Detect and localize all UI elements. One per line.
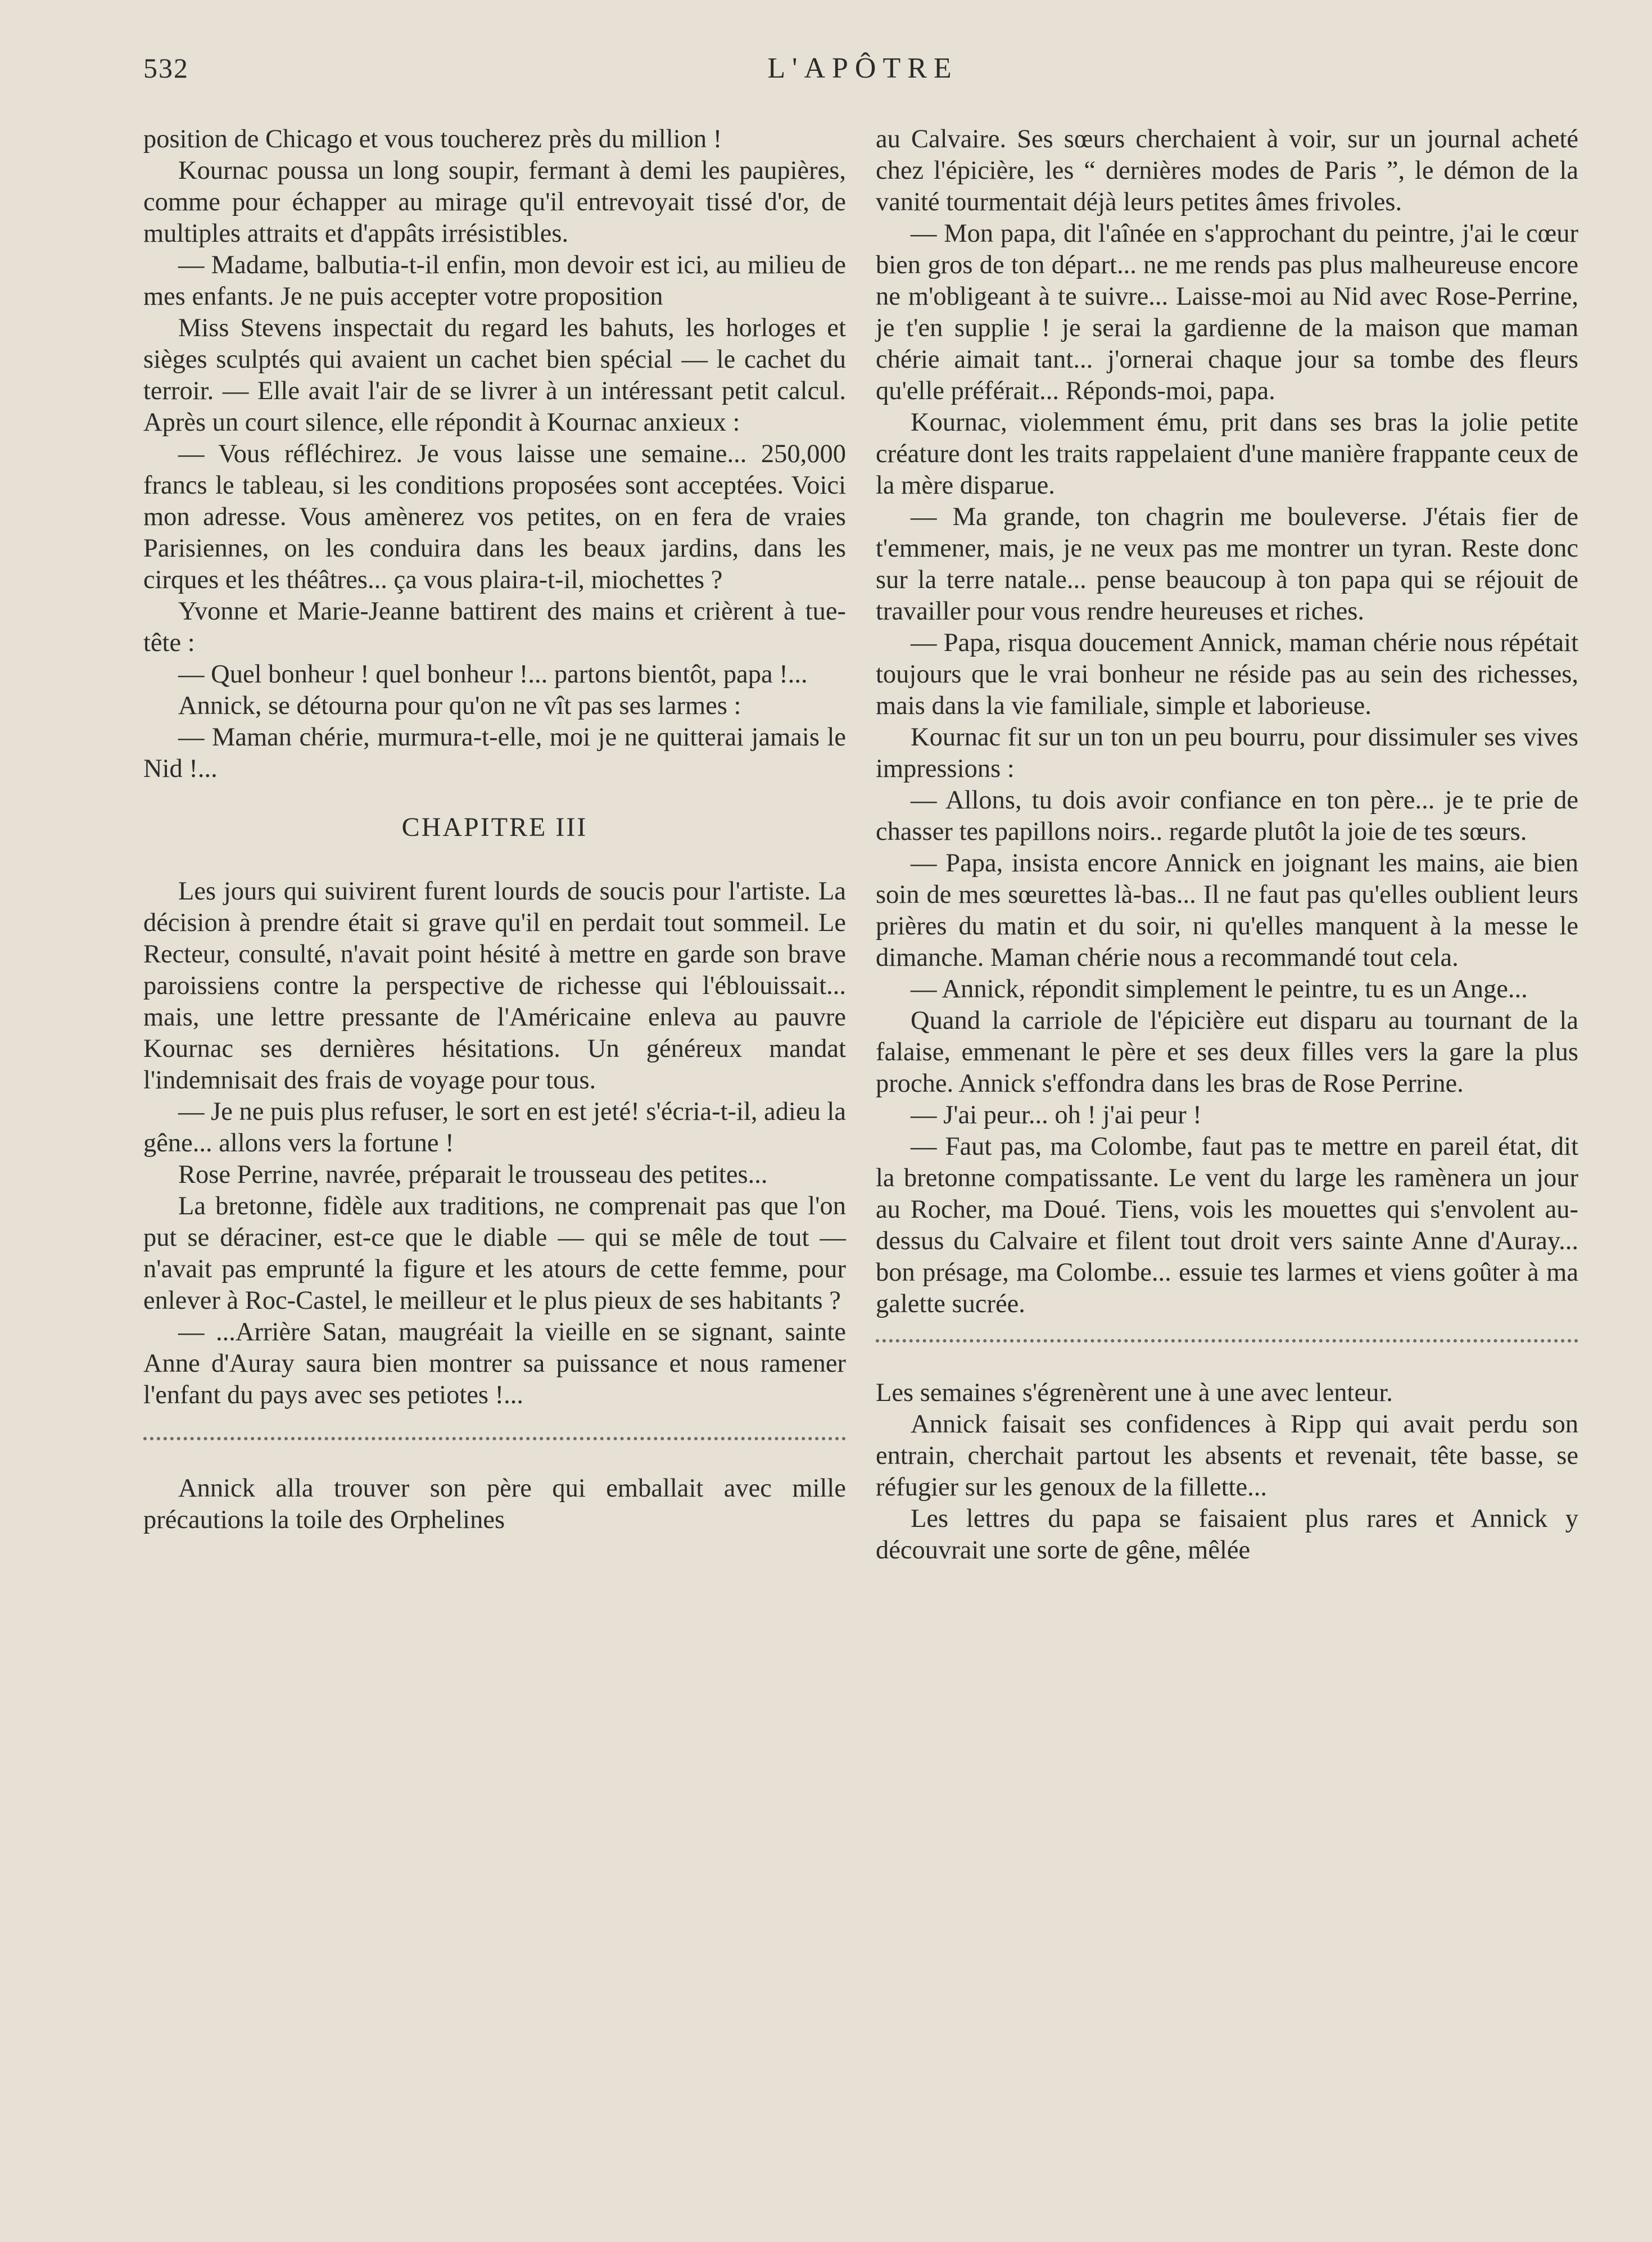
paragraph: Yvonne et Marie-Jeanne battirent des mains et crièrent à tue-tête : bbox=[143, 597, 846, 657]
paragraph: Annick, se détourna pour qu'on ne vît pas ses larmes : bbox=[178, 691, 741, 720]
paragraph: Kournac, violemment ému, prit dans ses bras la jolie petite créature dont les traits rappelaient d'une manière frappante ceux de la mère disparue. bbox=[876, 408, 1578, 500]
paragraph: Quand la carriole de l'épicière eut disparu au tournant de la falaise, emmenant le père et ses deux filles vers la gare la plus proche. Annick s'effondra dans les bras de Rose Perrine. bbox=[876, 1006, 1578, 1098]
paragraph: — Je ne puis plus refuser, le sort en est jeté! s'écria-t-il, adieu la gêne... allons vers la fortune ! bbox=[143, 1097, 846, 1158]
paragraph: La bretonne, fidèle aux traditions, ne comprenait pas que l'on put se déraciner, est-ce que le diable — qui se mêle de tout — n'avait pas emprunté la figure et les atours de cette femme, pour enlever à Roc-Castel, le meilleur et le plus pieux de ses habitants ? bbox=[143, 1192, 846, 1315]
paragraph: — Vous réfléchirez. Je vous laisse une semaine... 250,000 francs le tableau, si les conditions proposées sont acceptées. Voici mon adresse. Vous amènerez vos petites, on en fera de vraies Parisiennes, on les conduira dans les beaux jardins, dans les cirques et les théâtres... ça vous plaira-t-il, miochettes ? bbox=[143, 440, 846, 594]
chapter-title: CHAPITRE III bbox=[401, 812, 588, 842]
paragraph: — Quel bonheur ! quel bonheur !... partons bientôt, papa !... bbox=[178, 660, 808, 689]
paragraph: Kournac poussa un long soupir, fermant à demi les paupières, comme pour échapper au mirage qu'il entrevoyait tissé d'or, de multiples attraits et d'appâts irrésistibles. bbox=[143, 156, 846, 248]
paragraph: Les jours qui suivirent furent lourds de soucis pour l'artiste. La décision à prendre était si grave qu'il en perdait tout sommeil. Le Recteur, consulté, n'avait point hésité à mettre en garde son brave paroissiens contre la perspective de richesse qui l'éblouissait... mais, une lettre pressante de l'Américaine enleva au pauvre Kournac ses dernières hésitations. Un généreux mandat l'indemnisait des frais de voyage pour tous. bbox=[143, 877, 846, 1095]
paragraph: — Madame, balbutia-t-il enfin, mon devoir est ici, au milieu de mes enfants. Je ne puis accepter votre proposition bbox=[143, 251, 846, 311]
paragraph: Rose Perrine, navrée, préparait le trousseau des petites... bbox=[178, 1160, 768, 1189]
paragraph: — Annick, répondit simplement le peintre, tu es un Ange... bbox=[911, 975, 1528, 1004]
paragraph: position de Chicago et vous toucherez près du million ! bbox=[143, 125, 722, 153]
paragraph: Annick alla trouver son père qui emballait avec mille précautions la toile des Orphelines bbox=[143, 1474, 846, 1534]
paragraph: — Papa, risqua doucement Annick, maman chérie nous répétait toujours que le vrai bonheur ne réside pas au sein des richesses, mais dans la vie familiale, simple et laborieuse. bbox=[876, 629, 1578, 720]
paragraph: — Allons, tu dois avoir confiance en ton père... je te prie de chasser tes papillons noirs.. regarde plutôt la joie de tes sœurs. bbox=[876, 786, 1578, 846]
paragraph: au Calvaire. Ses sœurs cherchaient à voir, sur un journal acheté chez l'épicière, les “ dernières modes de Paris ”, le démon de la vanité tourmentait déjà leurs petites âmes frivoles. bbox=[876, 125, 1578, 216]
paragraph: — Ma grande, ton chagrin me bouleverse. J'étais fier de t'emmener, mais, je ne veux pas me montrer un tyran. Reste donc sur la terre natale... pense beaucoup à ton papa qui se réjouit de travailler pour vous rendre heureuses et riches. bbox=[876, 503, 1578, 626]
paragraph: — Faut pas, ma Colombe, faut pas te mettre en pareil état, dit la bretonne compatissante. Le vent du large les ramènera un jour au Rocher, ma Doué. Tiens, vois les mouettes qui s'envolent au-dessus du Calvaire et filent tout droit vers sainte Anne d'Auray... bon présage, ma Colombe... essuie tes larmes et viens goûter à ma galette sucrée. bbox=[876, 1132, 1578, 1318]
paragraph: — Mon papa, dit l'aînée en s'approchant du peintre, j'ai le cœur bien gros de ton départ... ne me rends pas plus malheureuse encore ne m'obligeant à te suivre... Laisse-moi au Nid avec Rose-Perrine, je t'en supplie ! je serai la gardienne de la maison que maman chérie aimait tant... j'ornerai chaque jour sa tombe des fleurs qu'elle préférait... Réponds-moi, papa. bbox=[876, 219, 1578, 405]
paragraph: Annick faisait ses confidences à Ripp qui avait perdu son entrain, cherchait partout les absents et revenait, tête basse, se réfugier sur les genoux de la fillette... bbox=[876, 1410, 1578, 1502]
paragraph: Miss Stevens inspectait du regard les bahuts, les horloges et sièges sculptés qui avaient un cachet bien spécial — le cachet du terroir. — Elle avait l'air de se livrer à un intéressant petit calcul. Après un court silence, elle répondit à Kournac anxieux : bbox=[143, 314, 846, 437]
paragraph: — Papa, insista encore Annick en joignant les mains, aie bien soin de mes sœurettes là-bas... Il ne faut pas qu'elles oublient leurs prières du matin et du soir, ni qu'elles manquent à la messe le dimanche. Maman chérie nous a recommandé tout cela. bbox=[876, 849, 1578, 972]
dotted-separator bbox=[143, 1437, 846, 1440]
right-column bbox=[876, 124, 1578, 1566]
running-title: L'APÔTRE bbox=[767, 52, 958, 84]
page-number: 532 bbox=[143, 52, 189, 84]
paragraph: — J'ai peur... oh ! j'ai peur ! bbox=[911, 1101, 1202, 1129]
page-header bbox=[143, 52, 1582, 97]
paragraph: Kournac fit sur un ton un peu bourru, pour dissimuler ses vives impressions : bbox=[876, 723, 1578, 783]
paragraph: Les semaines s'égrenèrent une à une avec lenteur. bbox=[876, 1378, 1393, 1407]
paragraph: — Maman chérie, murmura-t-elle, moi je ne quitterai jamais le Nid !... bbox=[143, 723, 846, 783]
paragraph: — ...Arrière Satan, maugréait la vieille en se signant, sainte Anne d'Auray saura bien montrer sa puissance et nous ramener l'enfant du pays avec ses petiotes !... bbox=[143, 1318, 846, 1409]
left-column bbox=[143, 124, 846, 1536]
dotted-separator bbox=[876, 1339, 1578, 1343]
paragraph: Les lettres du papa se faisaient plus rares et Annick y découvrait une sorte de gêne, mêlée bbox=[876, 1504, 1578, 1565]
